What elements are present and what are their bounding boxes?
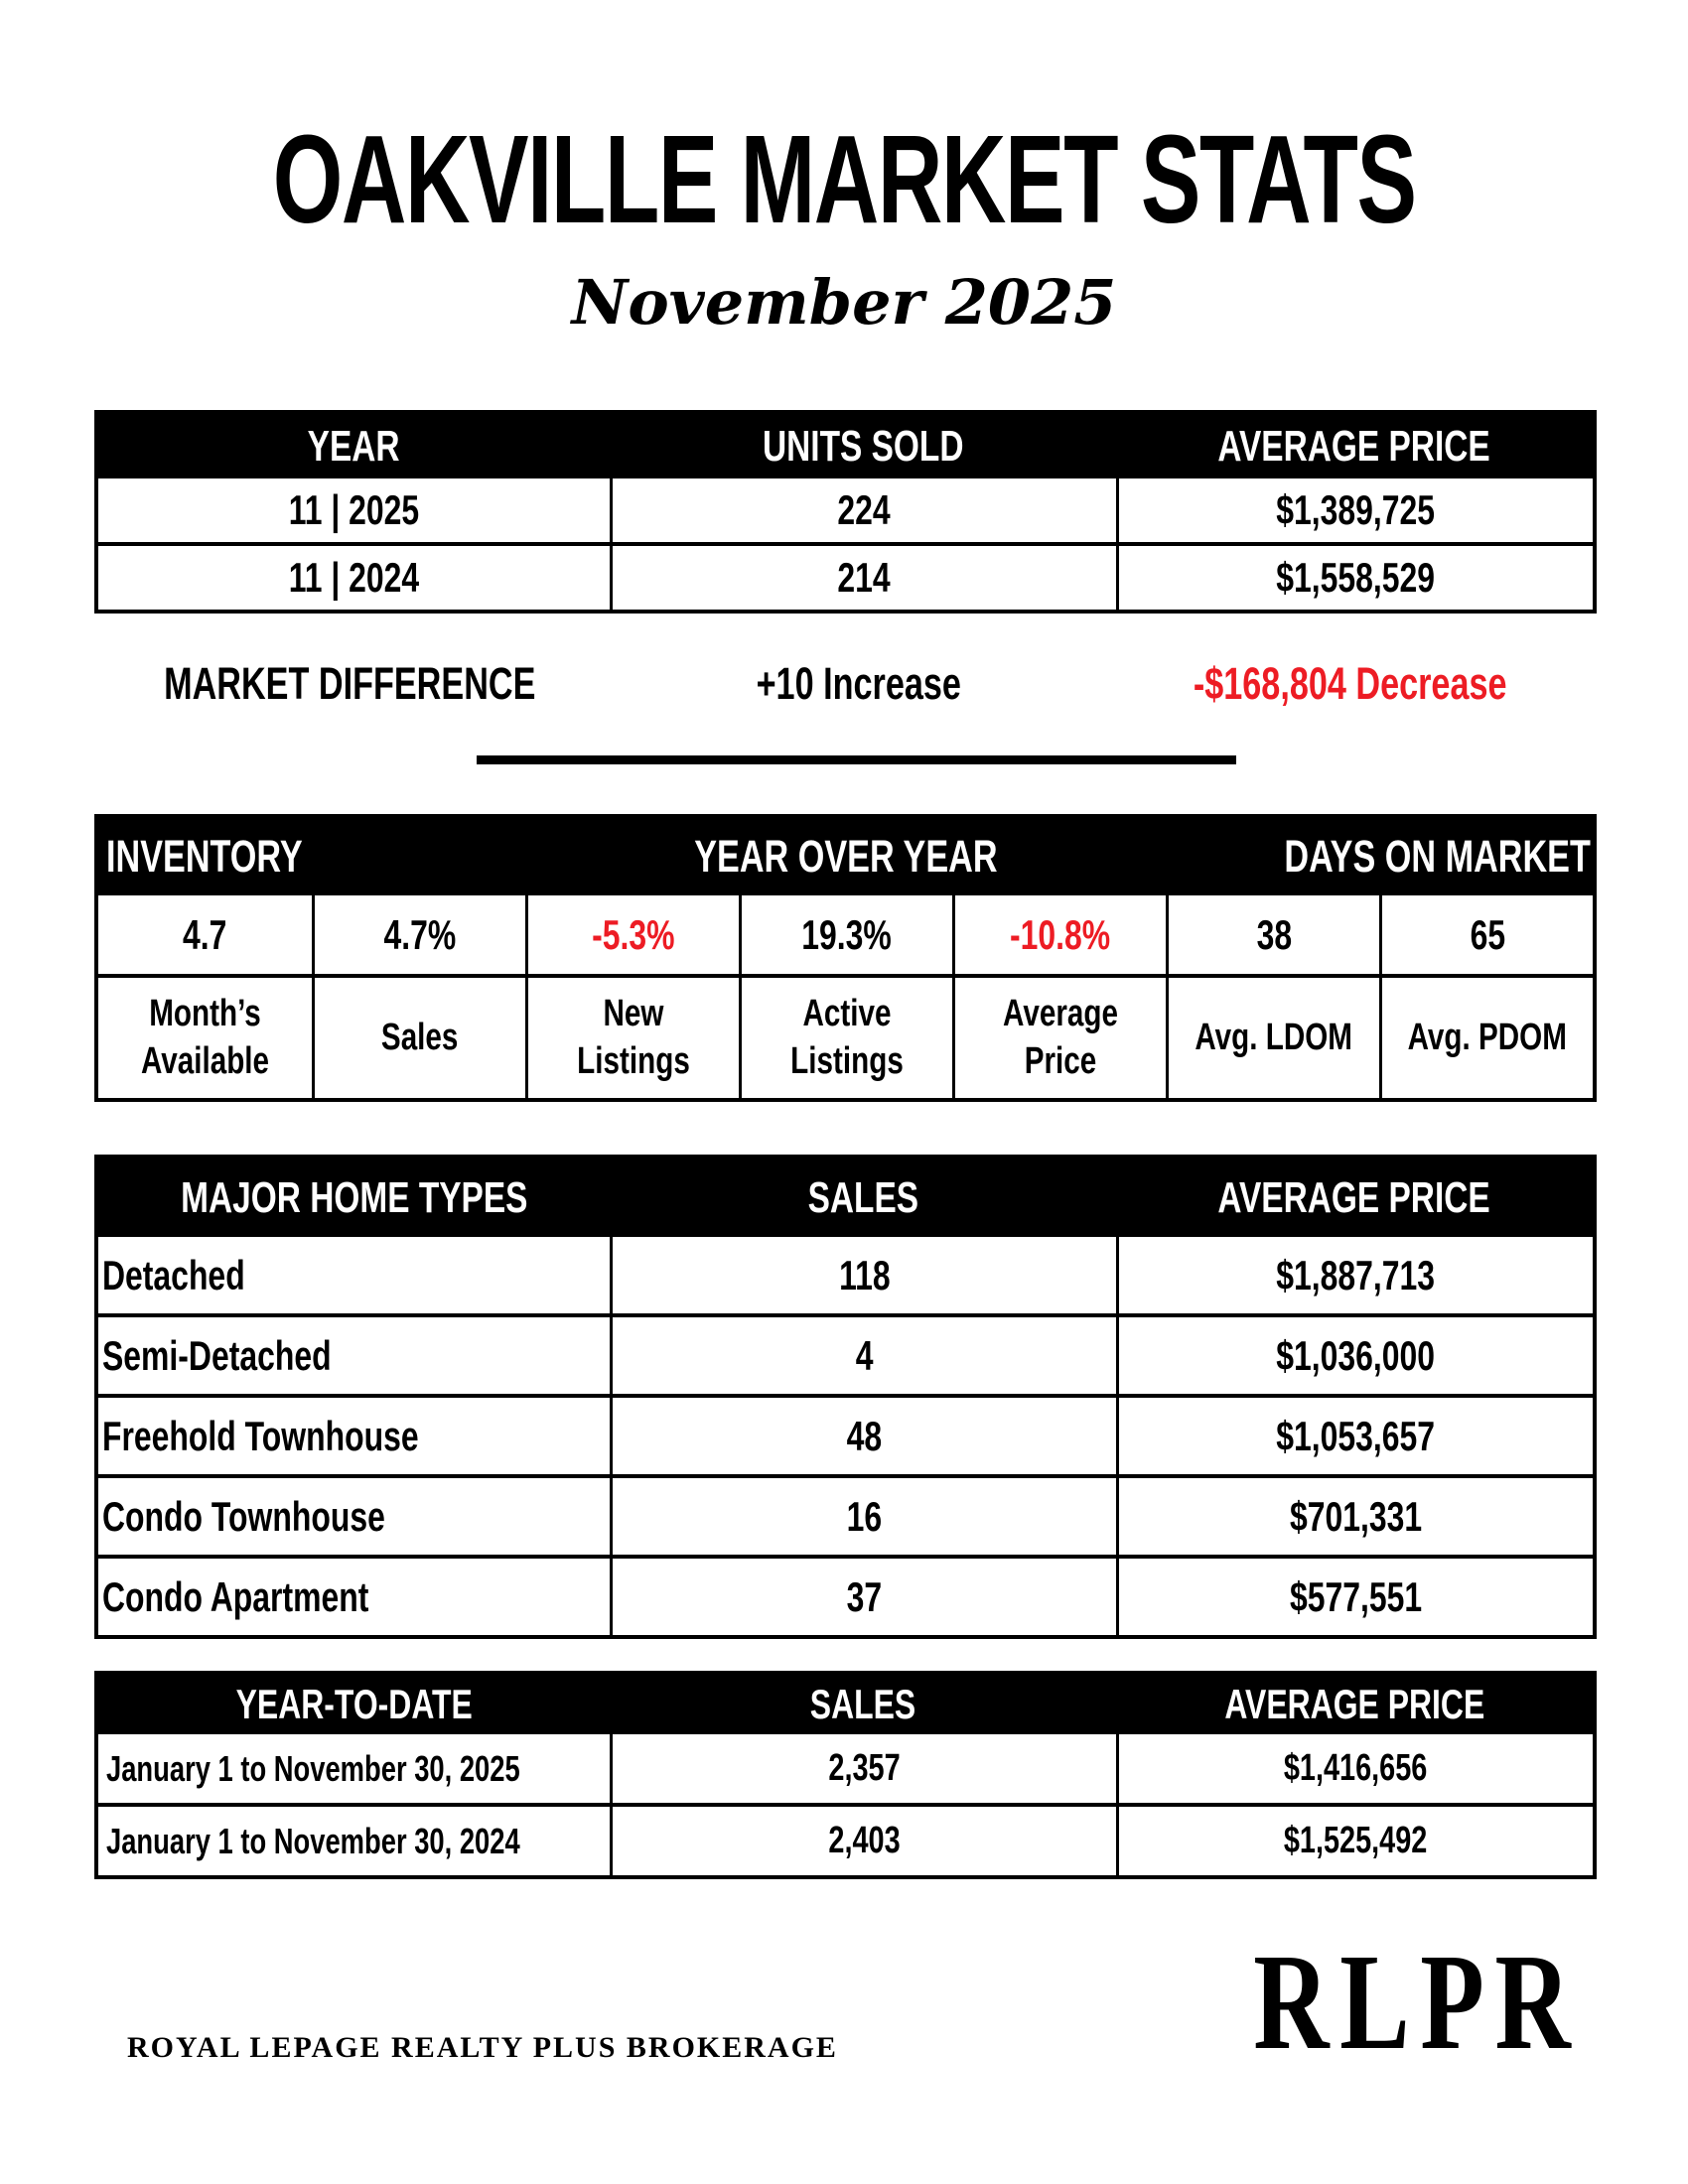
- summary-values-row: [98, 895, 1593, 974]
- avg-pdom-value: 65: [1379, 895, 1593, 974]
- average-price-cell: $1,036,000: [1116, 1317, 1593, 1394]
- period-cell: January 1 to November 30, 2024: [106, 1820, 520, 1861]
- divider-line: [477, 755, 1236, 764]
- months-available-value: 4.7: [183, 910, 227, 958]
- sales-label: Sales: [312, 978, 525, 1098]
- group-header-year-over-year: YEAR OVER YEAR: [693, 831, 998, 882]
- summary-table-header-row: [98, 818, 1593, 895]
- column-header-sales: SALES: [807, 1172, 918, 1222]
- column-header-average-price: AVERAGE PRICE: [1217, 1172, 1491, 1222]
- summary-labels-row: [98, 974, 1593, 1098]
- ytd-row-2024: [98, 1803, 1593, 1875]
- home-type-cell: Semi-Detached: [102, 1331, 332, 1379]
- year-cell: 11 | 2024: [288, 554, 420, 601]
- home-type-cell: Condo Townhouse: [102, 1492, 385, 1540]
- period-cell: January 1 to November 30, 2025: [106, 1747, 520, 1789]
- new-listings-value: -5.3%: [525, 895, 739, 974]
- sales-cell: 37: [610, 1559, 1116, 1635]
- home-type-row-detached: [98, 1237, 1593, 1313]
- brokerage-name: [127, 2033, 838, 2063]
- column-header-home-types: MAJOR HOME TYPES: [180, 1172, 528, 1222]
- average-price-change-value: -10.8%: [952, 895, 1166, 974]
- column-header-average-price: AVERAGE PRICE: [1224, 1681, 1484, 1727]
- page-subtitle: [0, 266, 1688, 339]
- active-listings-value: 19.3%: [739, 895, 952, 974]
- column-header-units-sold: UNITS SOLD: [762, 421, 964, 471]
- sales-cell: 4: [610, 1317, 1116, 1394]
- average-price-label: Average Price: [952, 978, 1166, 1098]
- home-type-row-condo-townhouse: [98, 1474, 1593, 1555]
- market-difference-label: MARKET DIFFERENCE: [164, 658, 536, 709]
- sales-cell: 2,357: [610, 1734, 1116, 1803]
- rlpr-logo-text: RLPR: [1252, 1926, 1581, 2079]
- summary-table: [94, 814, 1597, 1102]
- avg-ldom-label: Avg. LDOM: [1166, 978, 1379, 1098]
- home-type-cell: Freehold Townhouse: [102, 1412, 419, 1459]
- average-price-cell: $1,887,713: [1116, 1237, 1593, 1313]
- units-sold-difference: +10 Increase: [756, 658, 962, 709]
- sales-cell: 16: [610, 1478, 1116, 1555]
- home-type-cell: Detached: [102, 1251, 245, 1298]
- sales-cell: 48: [610, 1398, 1116, 1474]
- home-types-table: [94, 1155, 1597, 1639]
- average-price-cell: $1,053,657: [1116, 1398, 1593, 1474]
- column-header-average-price: AVERAGE PRICE: [1217, 421, 1491, 471]
- new-listings-label: New Listings: [525, 978, 739, 1098]
- column-header-year: YEAR: [308, 421, 400, 471]
- home-type-row-semi-detached: [98, 1313, 1593, 1394]
- monthly-comparison-table: [94, 410, 1597, 614]
- ytd-header-row: [98, 1675, 1593, 1734]
- average-price-cell: $1,416,656: [1116, 1734, 1593, 1803]
- brokerage-name-text: ROYAL LEPAGE REALTY PLUS BROKERAGE: [127, 2031, 838, 2064]
- monthly-table-header-row: [98, 414, 1593, 478]
- units-sold-cell: 214: [610, 546, 1116, 610]
- column-header-sales: SALES: [809, 1681, 916, 1727]
- avg-ldom-value: 38: [1166, 895, 1379, 974]
- group-header-days-on-market: DAYS ON MARKET: [1284, 831, 1591, 882]
- avg-pdom-label: Avg. PDOM: [1379, 978, 1593, 1098]
- sales-cell: 118: [610, 1237, 1116, 1313]
- page-title-text: OAKVILLE MARKET STATS: [272, 109, 1416, 249]
- column-header-year-to-date: YEAR-TO-DATE: [235, 1681, 473, 1727]
- rlpr-logo: [1150, 1926, 1581, 2079]
- average-price-cell: $1,389,725: [1116, 478, 1593, 542]
- table-row-2025: [98, 478, 1593, 542]
- year-cell: 11 | 2025: [288, 486, 420, 533]
- home-type-row-freehold-townhouse: [98, 1394, 1593, 1474]
- average-price-cell: $1,525,492: [1116, 1807, 1593, 1875]
- units-sold-cell: 224: [610, 478, 1116, 542]
- active-listings-label: Active Listings: [739, 978, 952, 1098]
- page-title: [0, 109, 1688, 249]
- group-header-inventory: INVENTORY: [106, 831, 303, 882]
- home-type-cell: Condo Apartment: [102, 1572, 369, 1620]
- average-price-cell: $701,331: [1116, 1478, 1593, 1555]
- months-available-label: Month’s Available: [140, 993, 270, 1082]
- average-price-difference: -$168,804 Decrease: [1194, 658, 1507, 709]
- sales-percent-value: 4.7%: [312, 895, 525, 974]
- table-row-2024: [98, 542, 1593, 610]
- home-types-header-row: [98, 1159, 1593, 1237]
- home-type-row-condo-apartment: [98, 1555, 1593, 1635]
- ytd-table: [94, 1671, 1597, 1879]
- market-difference-row: [94, 655, 1589, 713]
- sales-cell: 2,403: [610, 1807, 1116, 1875]
- page-subtitle-text: November 2025: [571, 266, 1117, 339]
- ytd-row-2025: [98, 1734, 1593, 1803]
- average-price-cell: $1,558,529: [1116, 546, 1593, 610]
- average-price-cell: $577,551: [1116, 1559, 1593, 1635]
